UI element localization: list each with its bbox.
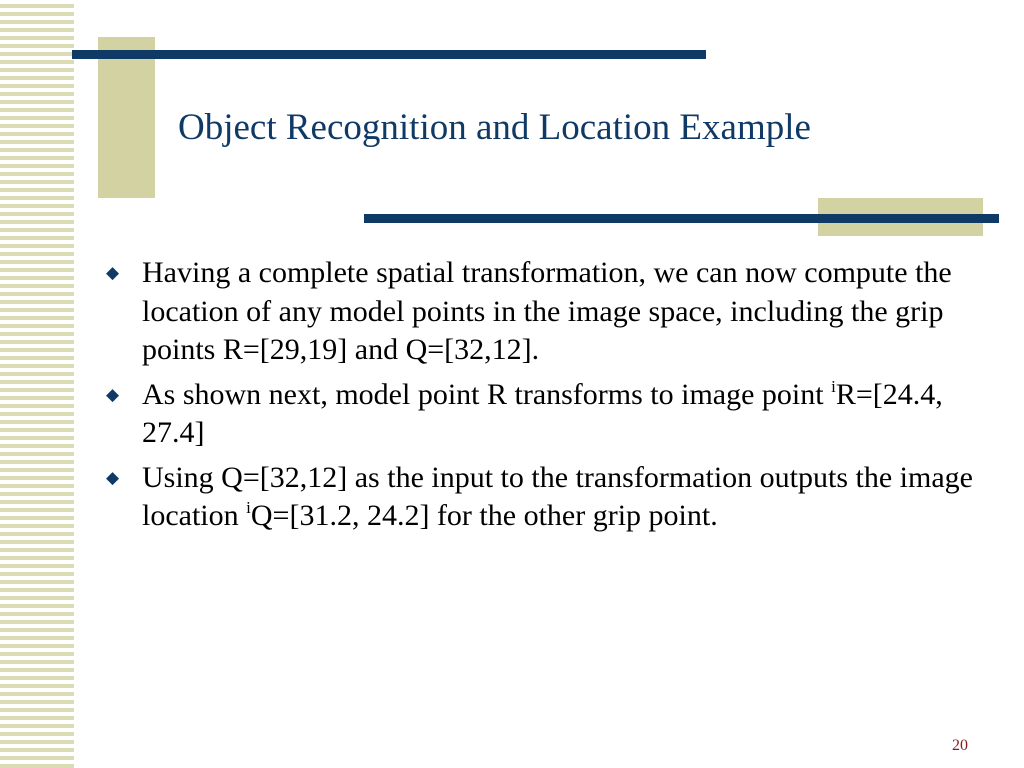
bullet-item <box>106 459 976 536</box>
khaki-block-decoration-top <box>98 37 155 198</box>
bullet-text: As shown next, model point R transforms to image point $^i$R=[24.4, 27.4] <box>142 376 943 449</box>
bullet-item <box>106 376 976 453</box>
slide-title: Object Recognition and Location Example <box>178 107 811 148</box>
bullet-text: Having a complete spatial transformation, we can now compute the location of any model points in the image space, including the grip points R=[29,19] and Q=[32,12]. <box>142 256 952 366</box>
title-rule-bottom <box>364 214 999 223</box>
superscript-i: i <box>246 498 251 517</box>
striped-margin-decoration <box>0 0 74 768</box>
page-number: 20 <box>952 737 968 754</box>
diamond-bullet-icon: ◆ <box>106 263 120 282</box>
diamond-bullet-icon: ◆ <box>106 467 120 487</box>
title-rule-top <box>72 50 706 59</box>
bullet-list <box>106 254 976 542</box>
superscript-i: i <box>831 376 836 396</box>
bullet-text: Using Q=[32,12] as the input to the transformation outputs the image location $^i$Q=[31.2, 24.2] for the other grip point. <box>142 460 973 532</box>
diamond-bullet-icon: ◆ <box>106 384 120 404</box>
bullet-item <box>106 254 976 370</box>
